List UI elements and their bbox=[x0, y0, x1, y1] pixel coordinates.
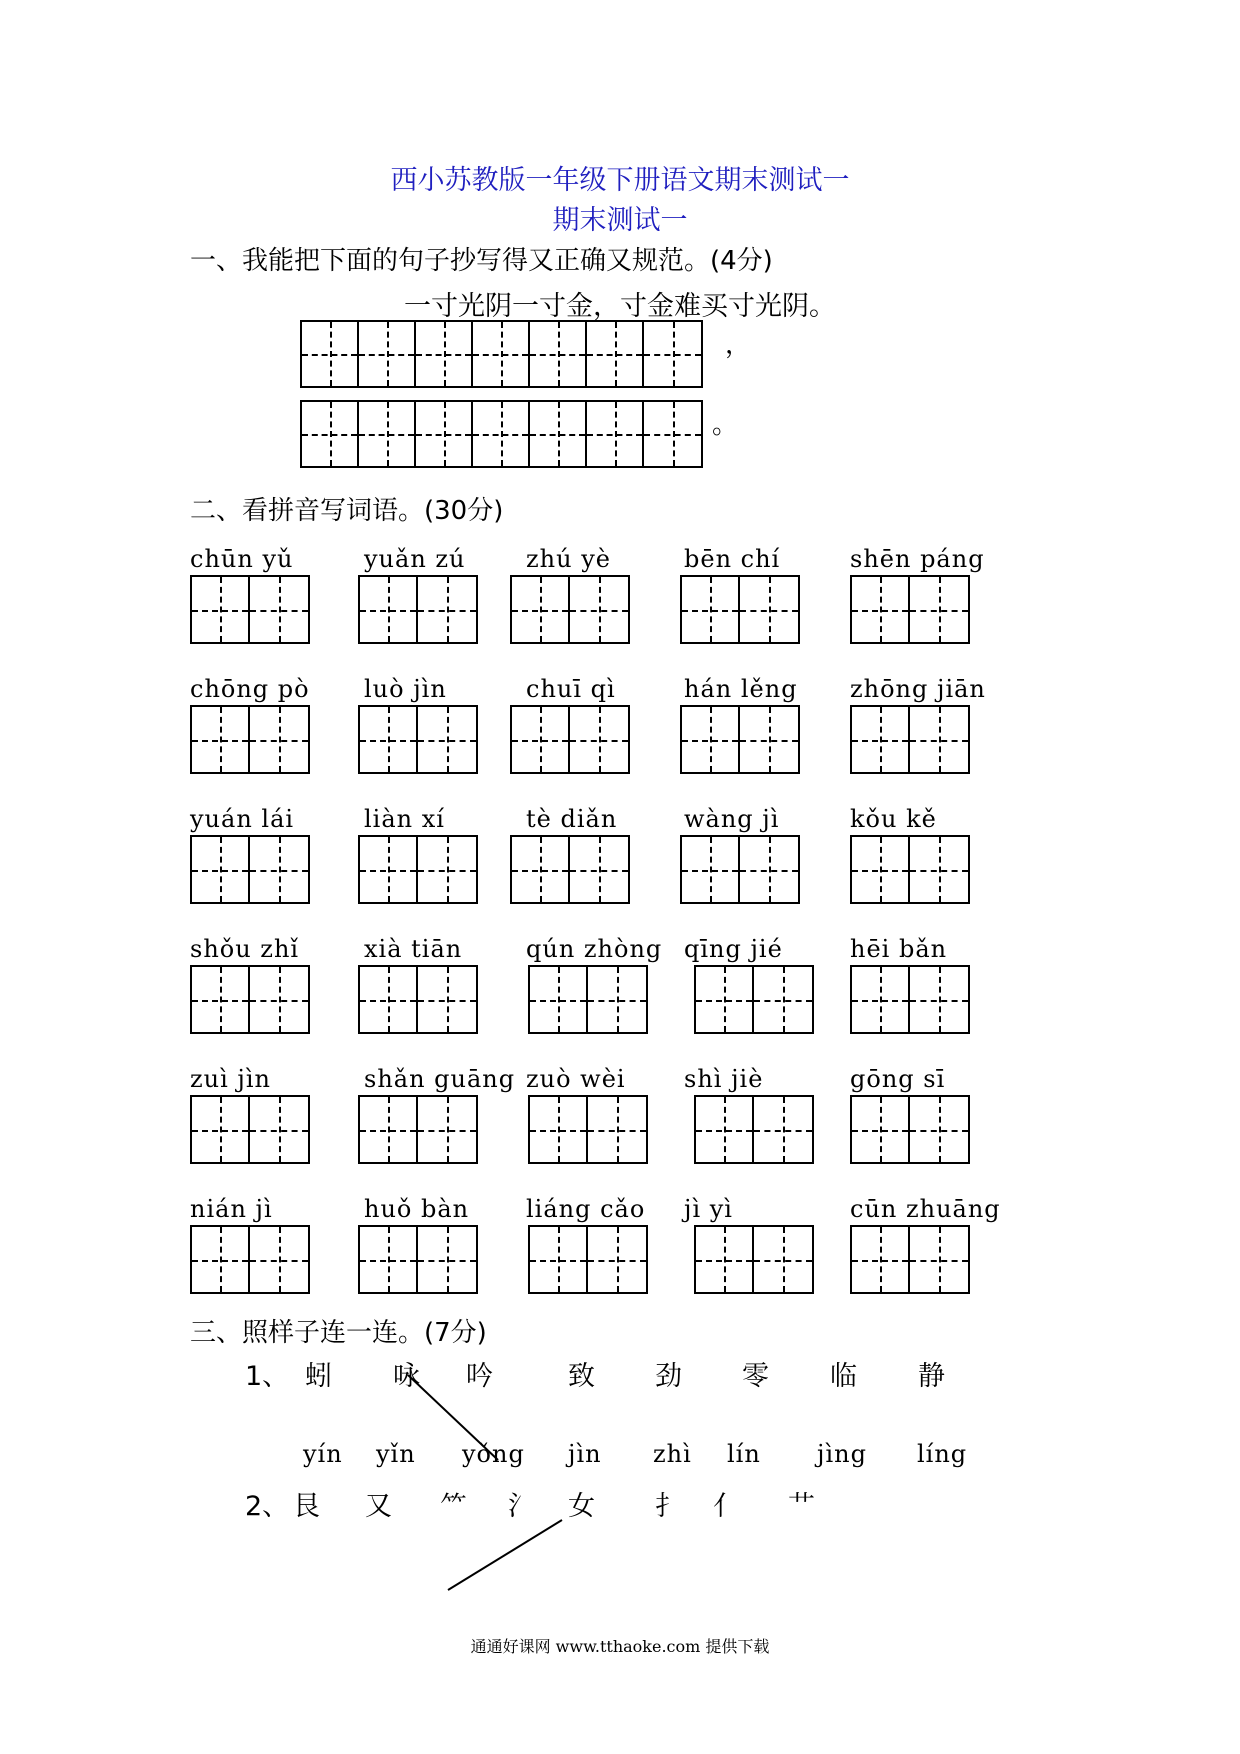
pinyin-label: huǒ bàn bbox=[364, 1195, 470, 1223]
q1-char[interactable]: 咏 bbox=[393, 1361, 420, 1392]
q1-char[interactable]: 吟 bbox=[466, 1361, 493, 1392]
pinyin-label: chuī qì bbox=[526, 675, 616, 703]
q1-label: 1、 bbox=[245, 1361, 290, 1392]
pinyin-label: gōng sī bbox=[850, 1065, 946, 1093]
q2-radical[interactable]: 又 bbox=[365, 1491, 392, 1522]
q1-pinyin[interactable]: jìn bbox=[568, 1440, 602, 1468]
section1-sentence: 一寸光阴一寸金，寸金难买寸光阴。 bbox=[404, 291, 836, 322]
pinyin-label: hēi bǎn bbox=[850, 935, 948, 963]
pinyin-label: kǒu kě bbox=[850, 805, 937, 833]
comma-mark: ， bbox=[725, 330, 752, 360]
section2-heading: 二、看拼音写词语。(30分) bbox=[190, 496, 504, 526]
pinyin-label: zuò wèi bbox=[526, 1065, 626, 1093]
footer-text: 通通好课网 www.tthaoke.com 提供下载 bbox=[470, 1637, 770, 1656]
pinyin-label: shǎn guāng bbox=[364, 1065, 516, 1093]
pinyin-label: chūn yǔ bbox=[190, 545, 294, 573]
pinyin-label: shǒu zhǐ bbox=[190, 935, 300, 963]
pinyin-label: liàn xí bbox=[364, 805, 445, 833]
q1-char[interactable]: 蚓 bbox=[305, 1361, 332, 1392]
q2-radical[interactable]: 氵 bbox=[508, 1491, 535, 1522]
q1-pinyin[interactable]: yín bbox=[303, 1440, 343, 1468]
section3-heading: 三、照样子连一连。(7分) bbox=[190, 1318, 487, 1348]
pinyin-label: yuǎn zú bbox=[364, 545, 466, 573]
pinyin-label: shēn páng bbox=[850, 545, 985, 573]
pinyin-label: bēn chí bbox=[684, 545, 781, 573]
q1-char[interactable]: 静 bbox=[918, 1361, 945, 1392]
q1-pinyin[interactable]: lín bbox=[727, 1440, 761, 1468]
q1-pinyin[interactable]: líng bbox=[917, 1440, 968, 1468]
pinyin-label: qīng jié bbox=[684, 935, 783, 963]
example-line-1 bbox=[408, 1375, 498, 1460]
pinyin-label: tè diǎn bbox=[526, 805, 618, 833]
page-subtitle: 期末测试一 bbox=[552, 205, 688, 236]
q2-radical[interactable]: 女 bbox=[568, 1491, 595, 1522]
pinyin-label: jì yì bbox=[684, 1195, 733, 1223]
page-title: 西小苏教版一年级下册语文期末测试一 bbox=[390, 165, 850, 196]
q1-char[interactable]: 劲 bbox=[655, 1361, 682, 1392]
pinyin-label: shì jiè bbox=[684, 1065, 764, 1093]
pinyin-label: qún zhòng bbox=[526, 935, 663, 963]
q2-radical[interactable]: 亻 bbox=[713, 1491, 740, 1522]
section1-heading: 一、我能把下面的句子抄写得又正确又规范。(4分) bbox=[190, 246, 773, 276]
example-line-2 bbox=[448, 1520, 562, 1590]
q1-pinyin[interactable]: yǐn bbox=[376, 1440, 416, 1468]
period-mark: 。 bbox=[712, 410, 739, 440]
pinyin-label: zhōng jiān bbox=[850, 675, 986, 703]
q2-radical[interactable]: 艹 bbox=[788, 1491, 815, 1522]
pinyin-label: wàng jì bbox=[684, 805, 780, 833]
pinyin-label: nián jì bbox=[190, 1195, 273, 1223]
q1-pinyin[interactable]: jìng bbox=[817, 1440, 867, 1468]
q1-char[interactable]: 临 bbox=[830, 1361, 857, 1392]
q2-radical[interactable]: ⺮ bbox=[440, 1491, 467, 1522]
pinyin-label: luò jìn bbox=[364, 675, 447, 703]
q2-radical[interactable]: 扌 bbox=[655, 1491, 682, 1522]
pinyin-label: liáng cǎo bbox=[526, 1195, 646, 1223]
pinyin-label: xià tiān bbox=[364, 935, 463, 963]
q2-radical[interactable]: 艮 bbox=[293, 1491, 320, 1522]
q2-label: 2、 bbox=[245, 1491, 290, 1522]
pinyin-label: chōng pò bbox=[190, 675, 310, 703]
q1-pinyin[interactable]: yǒng bbox=[462, 1440, 525, 1468]
pinyin-label: cūn zhuāng bbox=[850, 1195, 1001, 1223]
q1-pinyin[interactable]: zhì bbox=[653, 1440, 692, 1468]
pinyin-label: zuì jìn bbox=[190, 1065, 271, 1093]
q1-char[interactable]: 零 bbox=[742, 1361, 769, 1392]
q1-char[interactable]: 致 bbox=[568, 1361, 595, 1392]
pinyin-label: hán lěng bbox=[684, 675, 798, 703]
pinyin-label: yuán lái bbox=[190, 805, 295, 833]
pinyin-label: zhú yè bbox=[526, 545, 611, 573]
